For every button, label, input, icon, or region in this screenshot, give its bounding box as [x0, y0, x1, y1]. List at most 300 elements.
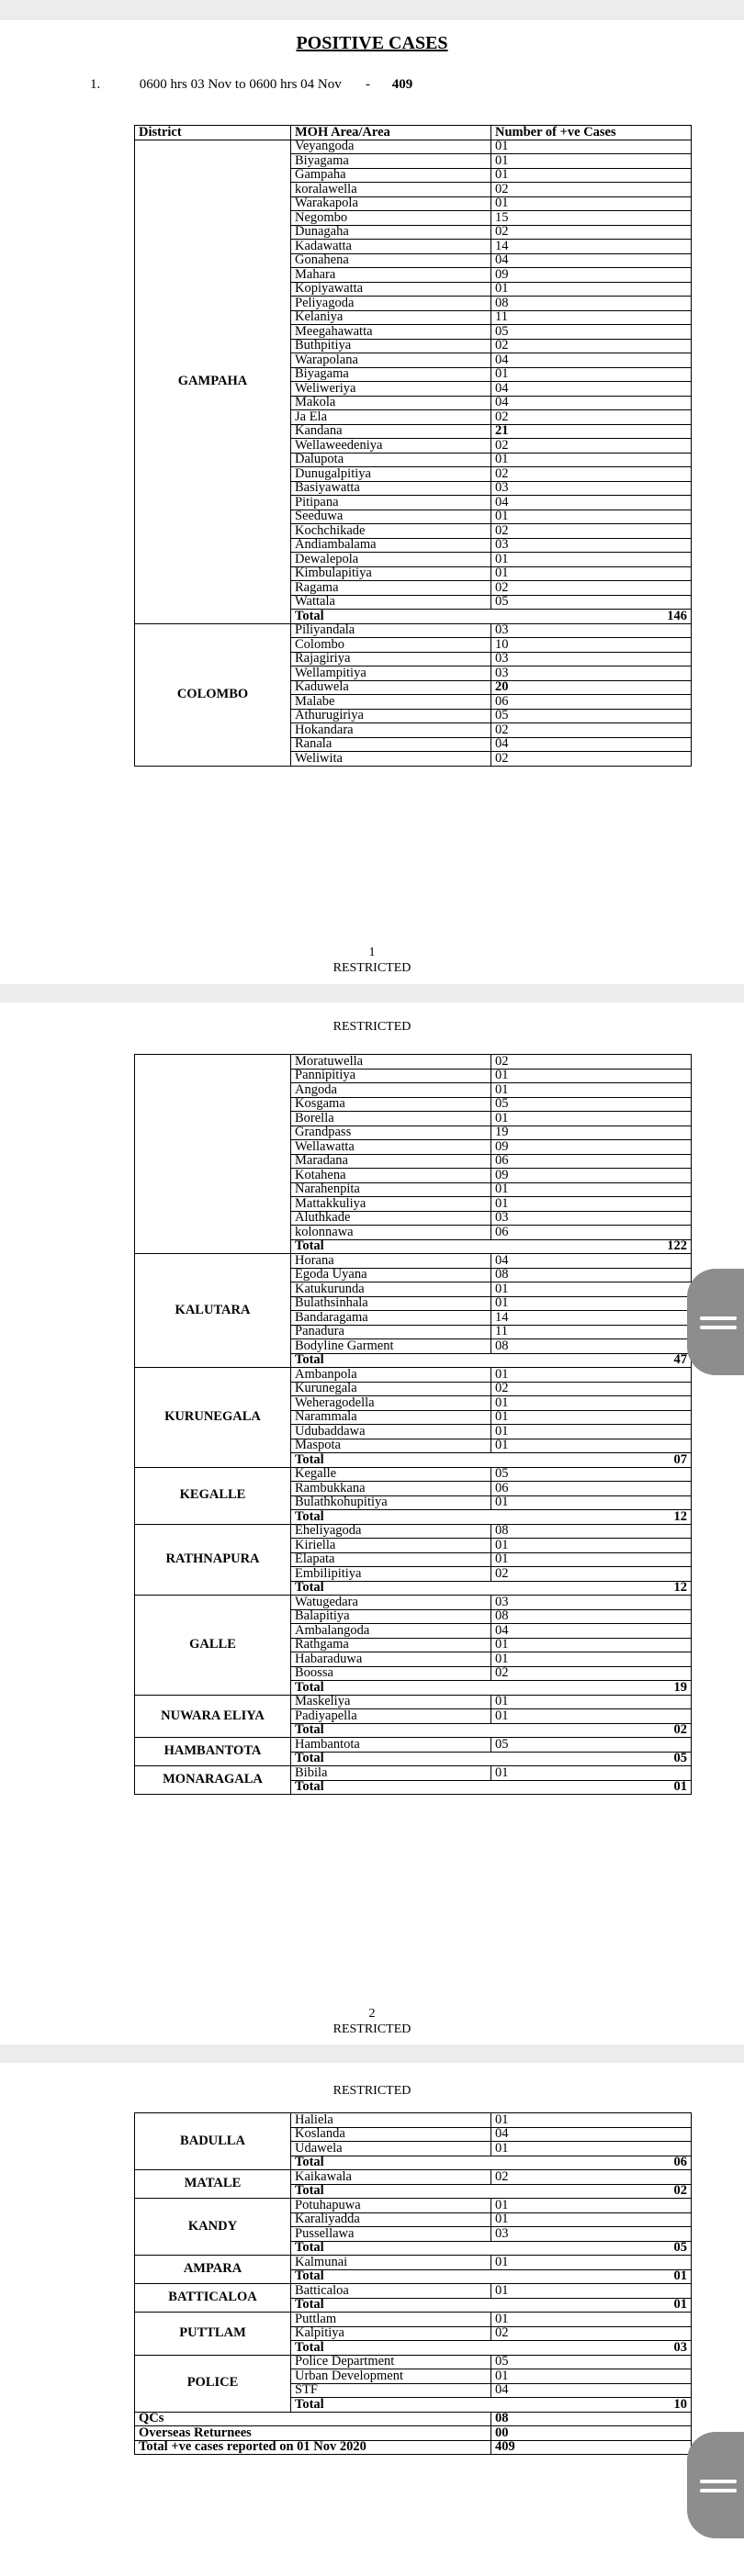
cases-cell: 01	[491, 1282, 692, 1297]
cases-cell: 02	[491, 183, 692, 197]
area-cell: Negombo	[291, 211, 491, 226]
cases-cell: 01	[491, 1182, 692, 1197]
area-cell: Piliyandala	[291, 623, 491, 638]
area-cell: Habaraduwa	[291, 1652, 491, 1667]
cases-cell: 02	[491, 752, 692, 767]
area-cell: Maradana	[291, 1154, 491, 1169]
cases-cell: 01	[491, 1396, 692, 1411]
area-cell: Koslanda	[291, 2127, 491, 2142]
cases-cell: 01	[491, 2284, 692, 2299]
area-cell: Pitipana	[291, 496, 491, 510]
cases-cell: 02	[491, 524, 692, 539]
area-cell: Borella	[291, 1112, 491, 1126]
cases-cell: 01	[491, 196, 692, 211]
area-cell: Dunagaha	[291, 225, 491, 240]
scroll-handle-icon[interactable]	[687, 2432, 744, 2538]
area-cell: Ambalangoda	[291, 1624, 491, 1639]
cases-cell: 08	[491, 1339, 692, 1354]
area-cell: Bibila	[291, 1766, 491, 1781]
cases-cell: 08	[491, 1524, 692, 1539]
cases-cell: 09	[491, 268, 692, 283]
area-cell: Athurugiriya	[291, 709, 491, 723]
cases-cell: 01	[491, 553, 692, 567]
area-cell: Kopiyawatta	[291, 282, 491, 297]
page-title: POSITIVE CASES	[296, 33, 448, 53]
summary-label: Total +ve cases reported on 01 Nov 2020	[135, 2440, 491, 2455]
summary-label: Overseas Returnees	[135, 2426, 491, 2441]
area-cell: Urban Development	[291, 2369, 491, 2384]
area-cell: Mahara	[291, 268, 491, 283]
area-cell: Basiyawatta	[291, 481, 491, 496]
cases-cell: 04	[491, 2383, 692, 2398]
cases-cell: 02	[491, 581, 692, 596]
area-cell: Eheliyagoda	[291, 1524, 491, 1539]
cases-cell: 02	[491, 225, 692, 240]
cases-cell: 02	[491, 2170, 692, 2185]
cases-cell: 02	[491, 1567, 692, 1582]
cases-cell: 01	[491, 2369, 692, 2384]
cases-cell: 05	[491, 2355, 692, 2369]
cases-cell: 06	[491, 1482, 692, 1496]
cases-cell: 01	[491, 1766, 692, 1781]
cases-cell: 08	[491, 297, 692, 311]
area-cell: Peliyagoda	[291, 297, 491, 311]
area-cell: koralawella	[291, 183, 491, 197]
total-value: 05	[491, 2241, 692, 2256]
area-cell: Bodyline Garment	[291, 1339, 491, 1354]
cases-cell: 01	[491, 1695, 692, 1709]
cases-cell: 01	[491, 566, 692, 581]
table-row	[135, 2313, 692, 2327]
area-cell: Pannipitiya	[291, 1069, 491, 1083]
cases-cell: 14	[491, 240, 692, 254]
area-cell: Makola	[291, 396, 491, 410]
area-cell: Warapolana	[291, 353, 491, 368]
cases-cell: 01	[491, 1368, 692, 1383]
district-cell: RATHNAPURA	[135, 1524, 291, 1596]
district-cell: BADULLA	[135, 2113, 291, 2170]
cases-cell: 01	[491, 1552, 692, 1567]
table-row	[135, 1738, 692, 1753]
area-cell: Balapitiya	[291, 1609, 491, 1624]
cases-cell: 05	[491, 325, 692, 340]
total-value: 146	[491, 610, 692, 624]
cases-cell: 04	[491, 2127, 692, 2142]
cases-cell: 01	[491, 1495, 692, 1510]
table-row	[135, 2199, 692, 2213]
total-label: Total	[291, 1681, 491, 1696]
area-cell: Horana	[291, 1254, 491, 1269]
area-cell: Kiriella	[291, 1539, 491, 1553]
area-cell: Katukurunda	[291, 1282, 491, 1297]
area-cell: Kaikawala	[291, 2170, 491, 2185]
page-2	[0, 1002, 744, 2044]
total-label: Total	[291, 1510, 491, 1525]
district-cell: NUWARA ELIYA	[135, 1695, 291, 1738]
cases-cell: 01	[491, 282, 692, 297]
total-label: Total	[291, 2184, 491, 2199]
cases-cell: 05	[491, 1738, 692, 1753]
area-cell: Ja Ela	[291, 410, 491, 425]
cases-cell: 01	[491, 154, 692, 169]
district-cell: GAMPAHA	[135, 140, 291, 623]
table-row	[135, 2113, 692, 2128]
cases-cell: 02	[491, 1382, 692, 1396]
area-cell: Watugedara	[291, 1596, 491, 1610]
table-row	[135, 1596, 692, 1610]
item-number: 1.	[90, 77, 101, 92]
district-cell: COLOMBO	[135, 623, 291, 766]
total-value: 01	[491, 2298, 692, 2313]
area-cell: Gampaha	[291, 168, 491, 183]
total-label: Total	[291, 2298, 491, 2313]
summary-row	[135, 2440, 692, 2455]
page-footer	[0, 2006, 744, 2037]
cases-cell: 08	[491, 1609, 692, 1624]
total-value: 01	[491, 1780, 692, 1795]
cases-cell: 03	[491, 623, 692, 638]
table-row	[135, 1766, 692, 1781]
cases-cell: 01	[491, 2256, 692, 2270]
summary-row	[135, 2426, 692, 2441]
area-cell: Ranala	[291, 737, 491, 752]
area-cell: Kadawatta	[291, 240, 491, 254]
total-value: 12	[491, 1581, 692, 1596]
area-cell: Police Department	[291, 2355, 491, 2369]
district-cell: KANDY	[135, 2199, 291, 2256]
period-text: 0600 hrs 03 Nov to 0600 hrs 04 Nov	[139, 77, 342, 92]
cases-cell: 01	[491, 2199, 692, 2213]
table-row	[135, 1368, 692, 1383]
cases-cell: 01	[491, 1652, 692, 1667]
cases-cell: 11	[491, 1325, 692, 1339]
area-cell: Gonahena	[291, 253, 491, 268]
page-number: 1	[368, 946, 376, 959]
area-cell: Bulathkohupitiya	[291, 1495, 491, 1510]
area-cell: Boossa	[291, 1666, 491, 1681]
area-cell: Dunugalpitiya	[291, 467, 491, 482]
area-cell: Kalpitiya	[291, 2326, 491, 2341]
area-cell: Buthpitiya	[291, 339, 491, 353]
total-label: Total	[291, 1780, 491, 1795]
cases-table-2	[134, 1054, 692, 1795]
scroll-handle-icon[interactable]	[687, 1269, 744, 1375]
area-cell: Hokandara	[291, 723, 491, 738]
area-cell: STF	[291, 2383, 491, 2398]
cases-cell: 01	[491, 510, 692, 524]
cases-cell: 02	[491, 2326, 692, 2341]
summary-value: 00	[491, 2426, 692, 2441]
area-cell: Grandpass	[291, 1126, 491, 1140]
cases-cell: 09	[491, 1140, 692, 1155]
area-cell: Elapata	[291, 1552, 491, 1567]
area-cell: Karaliyadda	[291, 2212, 491, 2227]
cases-cell: 01	[491, 1296, 692, 1311]
cases-cell: 02	[491, 723, 692, 738]
area-cell: Andiambalama	[291, 538, 491, 553]
table-row	[135, 140, 692, 154]
cases-cell: 01	[491, 367, 692, 382]
header-cases: Number of +ve Cases	[491, 126, 692, 140]
restricted-label: RESTRICTED	[333, 1020, 411, 1034]
cases-cell: 04	[491, 496, 692, 510]
total-label: Total	[291, 1581, 491, 1596]
district-cell: KURUNEGALA	[135, 1368, 291, 1468]
total-label: Total	[291, 1353, 491, 1368]
area-cell: Embilipitiya	[291, 1567, 491, 1582]
header-district: District	[135, 126, 291, 140]
cases-cell: 15	[491, 211, 692, 226]
total-label: Total	[291, 1723, 491, 1738]
cases-cell: 06	[491, 1154, 692, 1169]
total-value: 03	[491, 2341, 692, 2356]
cases-cell: 06	[491, 1226, 692, 1240]
page-3	[0, 2063, 744, 2576]
cases-cell: 04	[491, 1254, 692, 1269]
area-cell: Udawela	[291, 2142, 491, 2156]
area-cell: Ambanpola	[291, 1368, 491, 1383]
total-value: 12	[491, 1510, 692, 1525]
area-cell: Maskeliya	[291, 1695, 491, 1709]
area-cell: Wattala	[291, 595, 491, 610]
district-cell: PUTTLAM	[135, 2313, 291, 2356]
cases-cell: 01	[491, 1709, 692, 1724]
area-cell: Wellaweedeniya	[291, 439, 491, 454]
cases-cell: 05	[491, 709, 692, 723]
cases-cell: 01	[491, 1083, 692, 1098]
total-label: Total	[291, 610, 491, 624]
period-line	[90, 77, 412, 93]
table-row	[135, 2256, 692, 2270]
district-cell: BATTICALOA	[135, 2284, 291, 2313]
total-value: 07	[491, 1453, 692, 1468]
area-cell: Biyagama	[291, 154, 491, 169]
cases-table-3	[134, 2112, 692, 2455]
total-label: Total	[291, 1752, 491, 1766]
restricted-label: RESTRICTED	[333, 961, 411, 975]
cases-cell: 02	[491, 467, 692, 482]
cases-cell: 01	[491, 140, 692, 154]
total-label: Total	[291, 2241, 491, 2256]
cases-cell: 02	[491, 1666, 692, 1681]
total-value: 122	[491, 1239, 692, 1254]
area-cell: Kalmunai	[291, 2256, 491, 2270]
cases-cell: 20	[491, 680, 692, 695]
district-cell: KEGALLE	[135, 1467, 291, 1524]
total-value: 02	[491, 2184, 692, 2199]
area-cell: Kelaniya	[291, 310, 491, 325]
area-cell: Malabe	[291, 695, 491, 710]
summary-value: 409	[491, 2440, 692, 2455]
cases-cell: 01	[491, 1539, 692, 1553]
total-value: 02	[491, 1723, 692, 1738]
total-value: 19	[491, 1681, 692, 1696]
cases-cell: 03	[491, 1211, 692, 1226]
cases-cell: 05	[491, 1467, 692, 1482]
area-cell: Seeduwa	[291, 510, 491, 524]
total-value: 06	[491, 2156, 692, 2170]
period-dash: -	[366, 77, 370, 92]
cases-cell: 01	[491, 2313, 692, 2327]
cases-cell: 02	[491, 439, 692, 454]
cases-table-1	[134, 125, 692, 767]
area-cell: Moratuwella	[291, 1055, 491, 1070]
area-cell: Kochchikade	[291, 524, 491, 539]
area-cell: Hambantota	[291, 1738, 491, 1753]
district-cell: AMPARA	[135, 2256, 291, 2284]
table-row	[135, 2170, 692, 2185]
cases-cell: 14	[491, 1311, 692, 1326]
area-cell: Puttlam	[291, 2313, 491, 2327]
table-row	[135, 2355, 692, 2369]
area-cell: Wellawatta	[291, 1140, 491, 1155]
area-cell: Rathgama	[291, 1638, 491, 1652]
area-cell: Dewalepola	[291, 553, 491, 567]
cases-cell: 05	[491, 595, 692, 610]
area-cell: Rajagiriya	[291, 652, 491, 666]
area-cell: Wellampitiya	[291, 666, 491, 681]
cases-cell: 01	[491, 1425, 692, 1439]
cases-cell: 02	[491, 410, 692, 425]
cases-cell: 03	[491, 538, 692, 553]
cases-cell: 03	[491, 481, 692, 496]
area-cell: Udubaddawa	[291, 1425, 491, 1439]
total-label: Total	[291, 2269, 491, 2284]
area-cell: Weliweriya	[291, 382, 491, 397]
area-cell: Batticaloa	[291, 2284, 491, 2299]
table-row	[135, 623, 692, 638]
header-area: MOH Area/Area	[291, 126, 491, 140]
area-cell: Bandaragama	[291, 1311, 491, 1326]
area-cell: Haliela	[291, 2113, 491, 2128]
cases-cell: 01	[491, 1112, 692, 1126]
area-cell: Narammala	[291, 1410, 491, 1425]
cases-cell: 09	[491, 1169, 692, 1183]
cases-cell: 01	[491, 2212, 692, 2227]
area-cell: Kandana	[291, 424, 491, 439]
district-cell	[135, 1055, 291, 1254]
area-cell: Kaduwela	[291, 680, 491, 695]
summary-value: 08	[491, 2412, 692, 2426]
cases-cell: 04	[491, 253, 692, 268]
area-cell: Meegahawatta	[291, 325, 491, 340]
cases-cell: 04	[491, 353, 692, 368]
cases-cell: 04	[491, 382, 692, 397]
cases-cell: 01	[491, 1069, 692, 1083]
area-cell: kolonnawa	[291, 1226, 491, 1240]
cases-cell: 02	[491, 339, 692, 353]
cases-cell: 21	[491, 424, 692, 439]
total-value: 05	[491, 1752, 692, 1766]
cases-cell: 04	[491, 1624, 692, 1639]
cases-cell: 01	[491, 453, 692, 467]
total-label: Total	[291, 2398, 491, 2413]
total-label: Total	[291, 1239, 491, 1254]
area-cell: Angoda	[291, 1083, 491, 1098]
page-number: 2	[368, 2007, 376, 2021]
table-row	[135, 1695, 692, 1709]
area-cell: Mattakkuliya	[291, 1197, 491, 1212]
area-cell: Dalupota	[291, 453, 491, 467]
area-cell: Kegalle	[291, 1467, 491, 1482]
cases-cell: 01	[491, 2113, 692, 2128]
area-cell: Potuhapuwa	[291, 2199, 491, 2213]
area-cell: Kosgama	[291, 1097, 491, 1112]
restricted-label: RESTRICTED	[333, 2022, 411, 2036]
total-label: Total	[291, 1453, 491, 1468]
area-cell: Kurunegala	[291, 1382, 491, 1396]
area-cell: Weheragodella	[291, 1396, 491, 1411]
restricted-label: RESTRICTED	[333, 2084, 411, 2098]
area-cell: Ragama	[291, 581, 491, 596]
total-value: 10	[491, 2398, 692, 2413]
area-cell: Colombo	[291, 638, 491, 653]
summary-label: QCs	[135, 2412, 491, 2426]
cases-cell: 01	[491, 1439, 692, 1453]
area-cell: Rambukkana	[291, 1482, 491, 1496]
area-cell: Maspota	[291, 1439, 491, 1453]
cases-cell: 11	[491, 310, 692, 325]
area-cell: Pussellawa	[291, 2227, 491, 2242]
area-cell: Narahenpita	[291, 1182, 491, 1197]
cases-cell: 01	[491, 1410, 692, 1425]
cases-cell: 02	[491, 1055, 692, 1070]
total-label: Total	[291, 2341, 491, 2356]
cases-cell: 08	[491, 1268, 692, 1282]
page-footer	[0, 945, 744, 976]
area-cell: Kotahena	[291, 1169, 491, 1183]
district-cell: HAMBANTOTA	[135, 1738, 291, 1766]
area-cell: Weliwita	[291, 752, 491, 767]
table-row	[135, 1524, 692, 1539]
cases-cell: 03	[491, 1596, 692, 1610]
area-cell: Warakapola	[291, 196, 491, 211]
total-value: 47	[491, 1353, 692, 1368]
cases-cell: 03	[491, 2227, 692, 2242]
district-cell: POLICE	[135, 2355, 291, 2412]
area-cell: Egoda Uyana	[291, 1268, 491, 1282]
cases-cell: 01	[491, 2142, 692, 2156]
district-cell: GALLE	[135, 1596, 291, 1696]
cases-cell: 06	[491, 695, 692, 710]
district-cell: MATALE	[135, 2170, 291, 2199]
area-cell: Biyagama	[291, 367, 491, 382]
area-cell: Veyangoda	[291, 140, 491, 154]
cases-cell: 10	[491, 638, 692, 653]
cases-cell: 05	[491, 1097, 692, 1112]
cases-cell: 03	[491, 652, 692, 666]
area-cell: Bulathsinhala	[291, 1296, 491, 1311]
cases-cell: 01	[491, 1197, 692, 1212]
total-label: Total	[291, 2156, 491, 2170]
area-cell: Aluthkade	[291, 1211, 491, 1226]
district-cell: MONARAGALA	[135, 1766, 291, 1795]
table-row	[135, 2284, 692, 2299]
total-value: 01	[491, 2269, 692, 2284]
district-cell: KALUTARA	[135, 1254, 291, 1368]
period-count: 409	[391, 77, 413, 92]
cases-cell: 01	[491, 1638, 692, 1652]
cases-cell: 19	[491, 1126, 692, 1140]
cases-cell: 04	[491, 737, 692, 752]
area-cell: Padiyapella	[291, 1709, 491, 1724]
cases-cell: 01	[491, 168, 692, 183]
cases-cell: 03	[491, 666, 692, 681]
area-cell: Panadura	[291, 1325, 491, 1339]
summary-row	[135, 2412, 692, 2426]
table-row	[135, 1055, 692, 1070]
table-row	[135, 1254, 692, 1269]
